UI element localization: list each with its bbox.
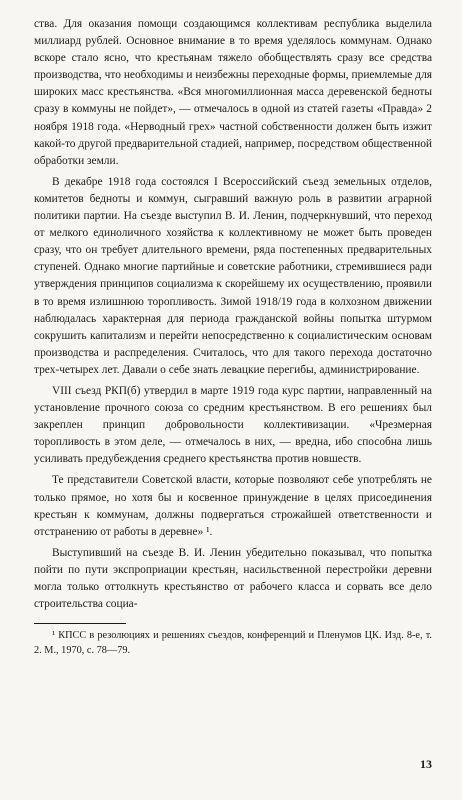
- page-number: 13: [420, 757, 432, 771]
- paragraph-representatives: Те представители Советской власти, которые позволяют себе употреблять не только прямое, но хотя бы и косвенное принуждение в целях присоединения крестьян к коммунам, должны подвергаться строжайшей ответственности и отстранению от работы в деревне» ¹.: [34, 474, 432, 538]
- footnote: ¹ КПСС в резолюциях и решениях съездов, конференций и Пленумов ЦК. Изд. 8-е, т. 2. М., 1970, с. 78—79.: [34, 630, 432, 656]
- paragraph-viii-congress: VIII съезд РКП(б) утвердил в марте 1919 года курс партии, направленный на установление прочного союза со средним крестьянством. В его решениях был закреплен принцип добровольности коллективизации. «Чрезмерная торопливость в этом деле, — отмечалось в них, — вредна, ибо способна лишь усиливать предубеждения среднего крестьянства против новшеств.: [34, 384, 432, 466]
- footnote-divider: [34, 623, 126, 624]
- paragraph-continuation: ства. Для оказания помощи создающимся коллективам республика выделила миллиард рублей. Основное внимание в то время уделялось коммунам. Однако вскоре стало ясно, что крестьянам тяжело обобществлять сразу все средства производства, что необходимы и неизбежны переходные формы, приемлемые для широких масс крестьянства. «Вся многомиллионная масса деревенской бедноты сразу в коммуны не пойдет», — отмечалось в одной из статей газеты «Правда» 2 ноября 1918 года. «Нерводный грех» частной собственности должен быть изжит какой-то другой предварительной стадией, например, посредством общественной обработки земли.: [34, 18, 432, 167]
- paragraph-congress-1918: В декабре 1918 года состоялся I Всероссийский съезд земельных отделов, комитетов бедноты и коммун, сыгравший важную роль в развитии аграрной политики партии. На съезде выступил В. И. Ленин, подчеркнувший, что переход от мелкого единоличного хозяйства к коллективному не может быть проведен сразу, что он требует длительного времени, ряда постепенных предварительных ступеней. Однако многие партийные и советские работники, стремившиеся ради утверждения принципов социализма к скорейшему их осуществлению, проявили в то время излишнюю торопливость. Зимой 1918/19 года в колхозном движении наблюдалась характерная для периода гражданской войны попытка штурмом сокрушить капитализм и перейти непосредственно к социалистическим основам производства и распределения. Считалось, что для такого перехода достаточно трех-четырех лет. Давали о себе знать левацкие перегибы, администрирование.: [34, 175, 432, 376]
- paragraph-lenin-speech: Выступивший на съезде В. И. Ленин убедительно показывал, что попытка пойти по пути экспроприации крестьян, насильственной перестройки деревни могла только оттолкнуть крестьянство от рабочего класса и сорвать все дело строительства социа-: [34, 546, 432, 611]
